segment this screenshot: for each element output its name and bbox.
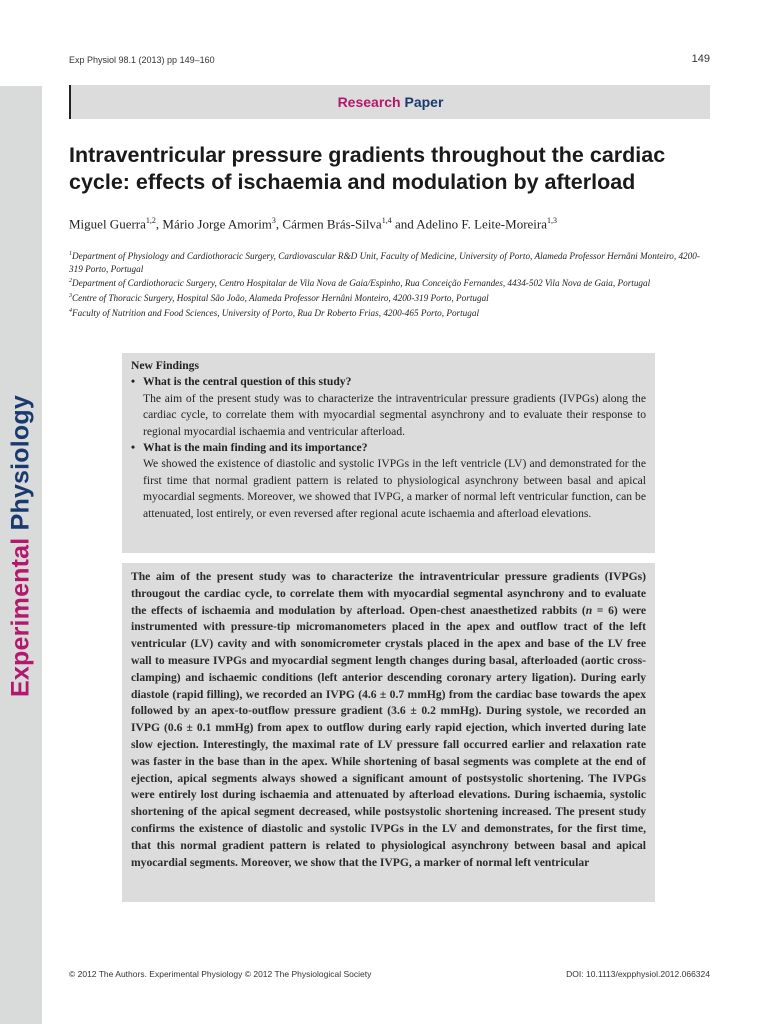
author-separator: , <box>275 216 283 232</box>
author-name: Adelino F. Leite-Moreira <box>416 216 548 232</box>
author-affil-sup: 1,4 <box>381 216 392 225</box>
page-number: 149 <box>691 53 710 65</box>
author-affil-sup: 1,2 <box>145 216 156 225</box>
finding-question <box>131 374 646 390</box>
affiliation <box>69 290 711 305</box>
affiliation-text: Department of Physiology and Cardiothoracic Surgery, Cardiovascular R&D Unit, Faculty of Medicine, University of Porto, Alameda Professor Hernâni Monteiro, 4200-319 Porto, Portugal <box>69 251 700 274</box>
affiliation-text: Faculty of Nutrition and Food Sciences, University of Porto, Rua Dr Roberto Frias, 4200-465 Porto, Portugal <box>72 307 480 318</box>
author-name: Miguel Guerra <box>69 216 146 232</box>
author-affil-sup: 1,3 <box>547 216 558 225</box>
affiliation <box>69 305 711 320</box>
bullet-icon: • <box>131 441 136 455</box>
new-findings-heading: New Findings <box>131 359 199 372</box>
affiliation-num: 1 <box>69 251 72 257</box>
finding-answer: We showed the existence of diastolic and systolic IVPGs in the left ventricle (LV) and demonstrated for the first time that normal gradient pattern is related to physiological asynchrony between basal and apical myocardial segments. Moreover, we showed that IVPG, a marker of normal left ventricular function, can be attenuated, lost entirely, or even reversed after regional acute ischaemia and afterload elevations. <box>143 457 646 520</box>
copyright-footer: © 2012 The Authors. Experimental Physiology © 2012 The Physiological Society <box>69 969 372 979</box>
journal-name-part1: Experimental <box>6 537 35 697</box>
affiliation <box>69 275 711 290</box>
journal-name-part2: Physiology <box>6 395 35 531</box>
article-type-word1: Research <box>337 94 401 110</box>
abstract-text-part2: = 6) were instrumented with pressure-tip micromanometers placed in the apex and outflow tract of the left ventricular (LV) cavity and with sonomicrometer crystals placed in the apex and base of the LV free wall to measure IVPGs and myocardial segment length changes during basal, afterloaded (aortic cross-clamping) and ischaemic conditions (left anterior descending coronary artery ligation). During early diastole (rapid filling), we recorded an IVPG (4.6 ± 0.7 mmHg) from the cardiac base towards the apex followed by an apex-to-outflow pressure gradient (3.6 ± 0.2 mmHg). During systole, we recorded an IVPG (0.6 ± 0.1 mmHg) from apex to outflow during early rapid ejection, which inverted during late slow ejection. Interestingly, the maximal rate of LV pressure fall occurred earlier and relaxation rate was faster in the base than in the apex. While shortening of basal segments was complete at the end of ejection, apical segments always showed a significant amount of postsystolic shortening. The IVPGs were entirely lost during ischaemia and attenuated by afterload elevations. During ischaemia, systolic shortening of the apical segment decreased, while postsystolic shortening increased. The present study confirms the existence of diastolic and systolic IVPGs in the LV and demonstrates, for the first time, that this normal gradient pattern is related to physiological asynchrony between basal and apical myocardial segments. Moreover, we show that the IVPG, a marker of normal left ventricular <box>131 603 646 869</box>
finding-question-text: What is the central question of this study? <box>143 375 352 389</box>
abstract-n-symbol: n <box>585 603 593 617</box>
finding-question-text: What is the main finding and its importance? <box>143 441 368 455</box>
journal-name-vertical <box>7 395 36 697</box>
article-type-word2: Paper <box>404 94 444 110</box>
affiliation <box>69 248 711 275</box>
finding-answer: The aim of the present study was to characterize the intraventricular pressure gradients (IVPGs) along the cardiac cycle, to correlate them with myocardial segmental asynchrony and to evaluate their response to regional myocardial ischaemia and ventricular afterload. <box>143 391 646 438</box>
affiliation-num: 2 <box>69 278 72 285</box>
abstract-text-part1: The aim of the present study was to characterize the intraventricular pressure gradients (IVPGs) througout the cardiac cycle, to correlate them with myocardial segmental asynchrony and to evaluate the effects of ischaemia and modulation by afterload. Open-chest anaesthetized rabbits ( <box>131 570 646 617</box>
abstract-box <box>122 563 655 902</box>
affiliation-num: 4 <box>69 307 72 314</box>
author-separator: , <box>155 216 163 232</box>
author-name: Cármen Brás-Silva <box>282 216 382 232</box>
bullet-icon: • <box>131 375 136 389</box>
doi-footer: DOI: 10.1113/expphysiol.2012.066324 <box>566 969 710 979</box>
author-affil-sup: 3 <box>271 216 276 225</box>
affiliation-num: 3 <box>69 292 72 299</box>
article-title: Intraventricular pressure gradients throughout the cardiac cycle: effects of ischaemia and modulation by afterload <box>69 143 666 194</box>
author-list <box>69 216 719 232</box>
new-findings-box <box>122 353 655 553</box>
running-head: Exp Physiol 98.1 (2013) pp 149–160 <box>69 55 215 65</box>
author-separator: and <box>391 216 417 232</box>
article-type-banner <box>69 85 710 119</box>
affiliation-text: Centre of Thoracic Surgery, Hospital São João, Alameda Professor Hernâni Monteiro, 4200-319 Porto, Portugal <box>72 292 489 303</box>
author-name: Mário Jorge Amorim <box>162 216 272 232</box>
affiliations <box>69 248 711 319</box>
finding-question <box>131 440 646 456</box>
affiliation-text: Department of Cardiothoracic Surgery, Centro Hospitalar de Vila Nova de Gaia/Espinho, Rua Conceição Fernandes, 4434-502 Vila Nova de Gaia, Portugal <box>72 278 651 289</box>
